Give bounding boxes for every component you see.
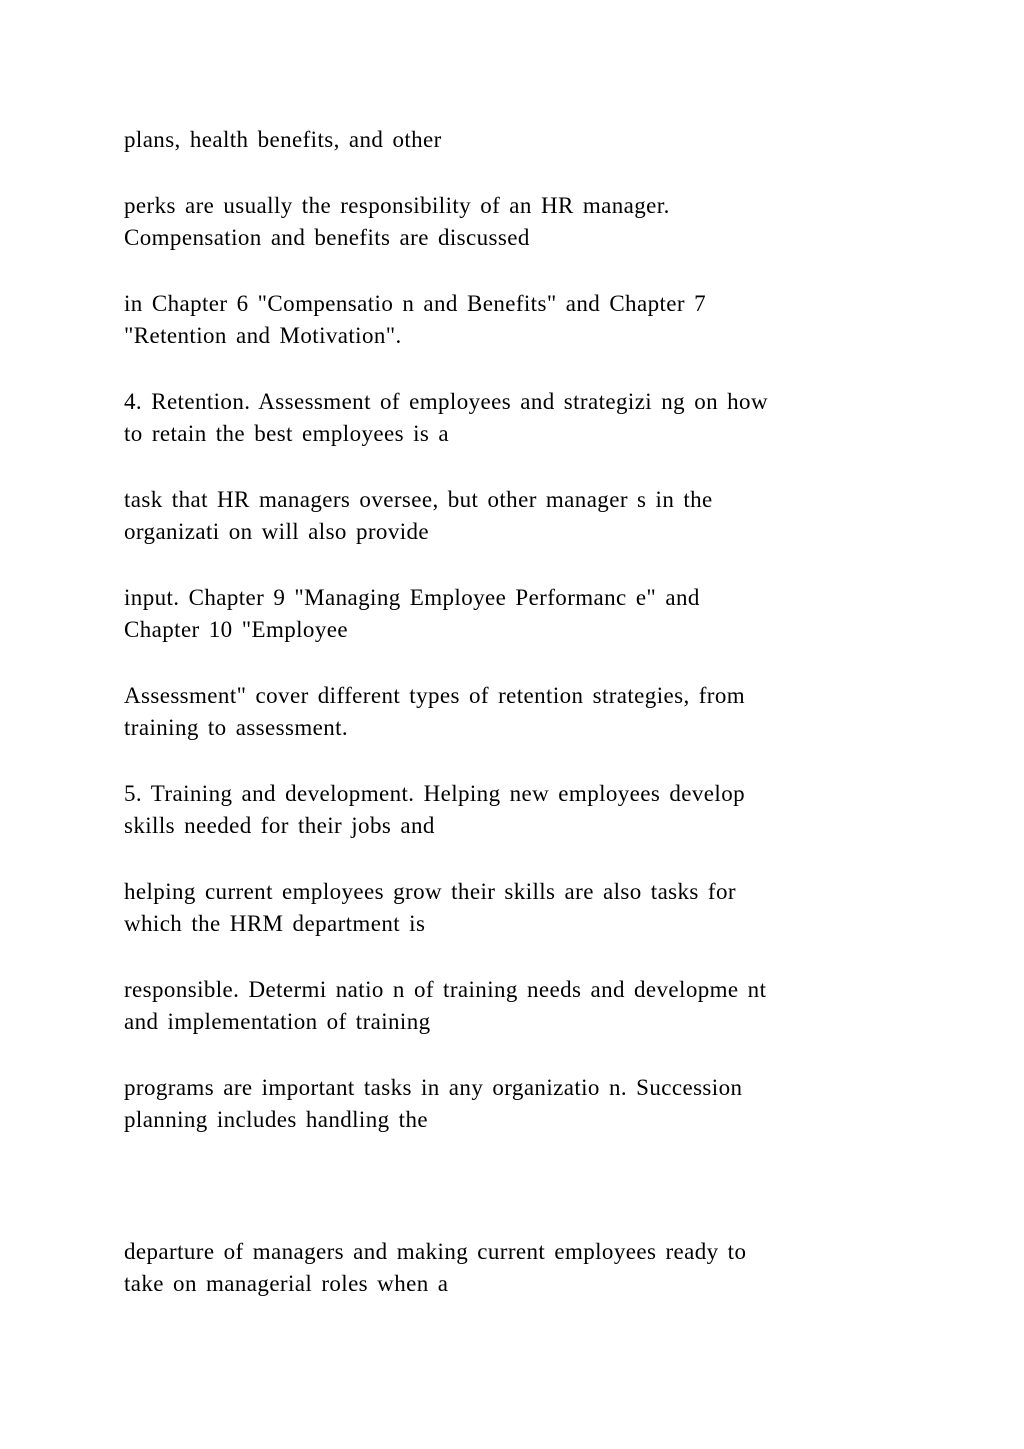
text-line: plans, health benefits, and other <box>124 127 442 152</box>
text-line: training to assessment. <box>124 715 349 740</box>
text-line: which the HRM department is <box>124 911 426 936</box>
text-line: take on managerial roles when a <box>124 1271 449 1296</box>
text-line: Compensation and benefits are discussed <box>124 225 530 250</box>
text-line: in Chapter 6 "Compensatio n and Benefits" and Chapter 7 <box>124 291 706 316</box>
text-line: 4. Retention. Assessment of employees and strategizi ng on how <box>124 389 768 414</box>
text-line: to retain the best employees is a <box>124 421 450 446</box>
text-line: helping current employees grow their skills are also tasks for <box>124 879 736 904</box>
text-line: departure of managers and making current employees ready to <box>124 1239 747 1264</box>
text-line: Assessment" cover different types of retention strategies, from <box>124 683 746 708</box>
text-line: organizati on will also provide <box>124 519 430 544</box>
text-line: skills needed for their jobs and <box>124 813 435 838</box>
text-line: task that HR managers oversee, but other manager s in the <box>124 487 713 512</box>
text-line: perks are usually the responsibility of an HR manager. <box>124 193 670 218</box>
text-line: Chapter 10 "Employee <box>124 617 348 642</box>
text-line: planning includes handling the <box>124 1107 428 1132</box>
text-line: "Retention and Motivation". <box>124 323 402 348</box>
text-line: and implementation of training <box>124 1009 431 1034</box>
text-line: 5. Training and development. Helping new employees develop <box>124 781 746 806</box>
text-line: input. Chapter 9 "Managing Employee Performanc e" and <box>124 585 700 610</box>
text-line: programs are important tasks in any organizatio n. Succession <box>124 1075 743 1100</box>
text-line: responsible. Determi natio n of training needs and developme nt <box>124 977 767 1002</box>
